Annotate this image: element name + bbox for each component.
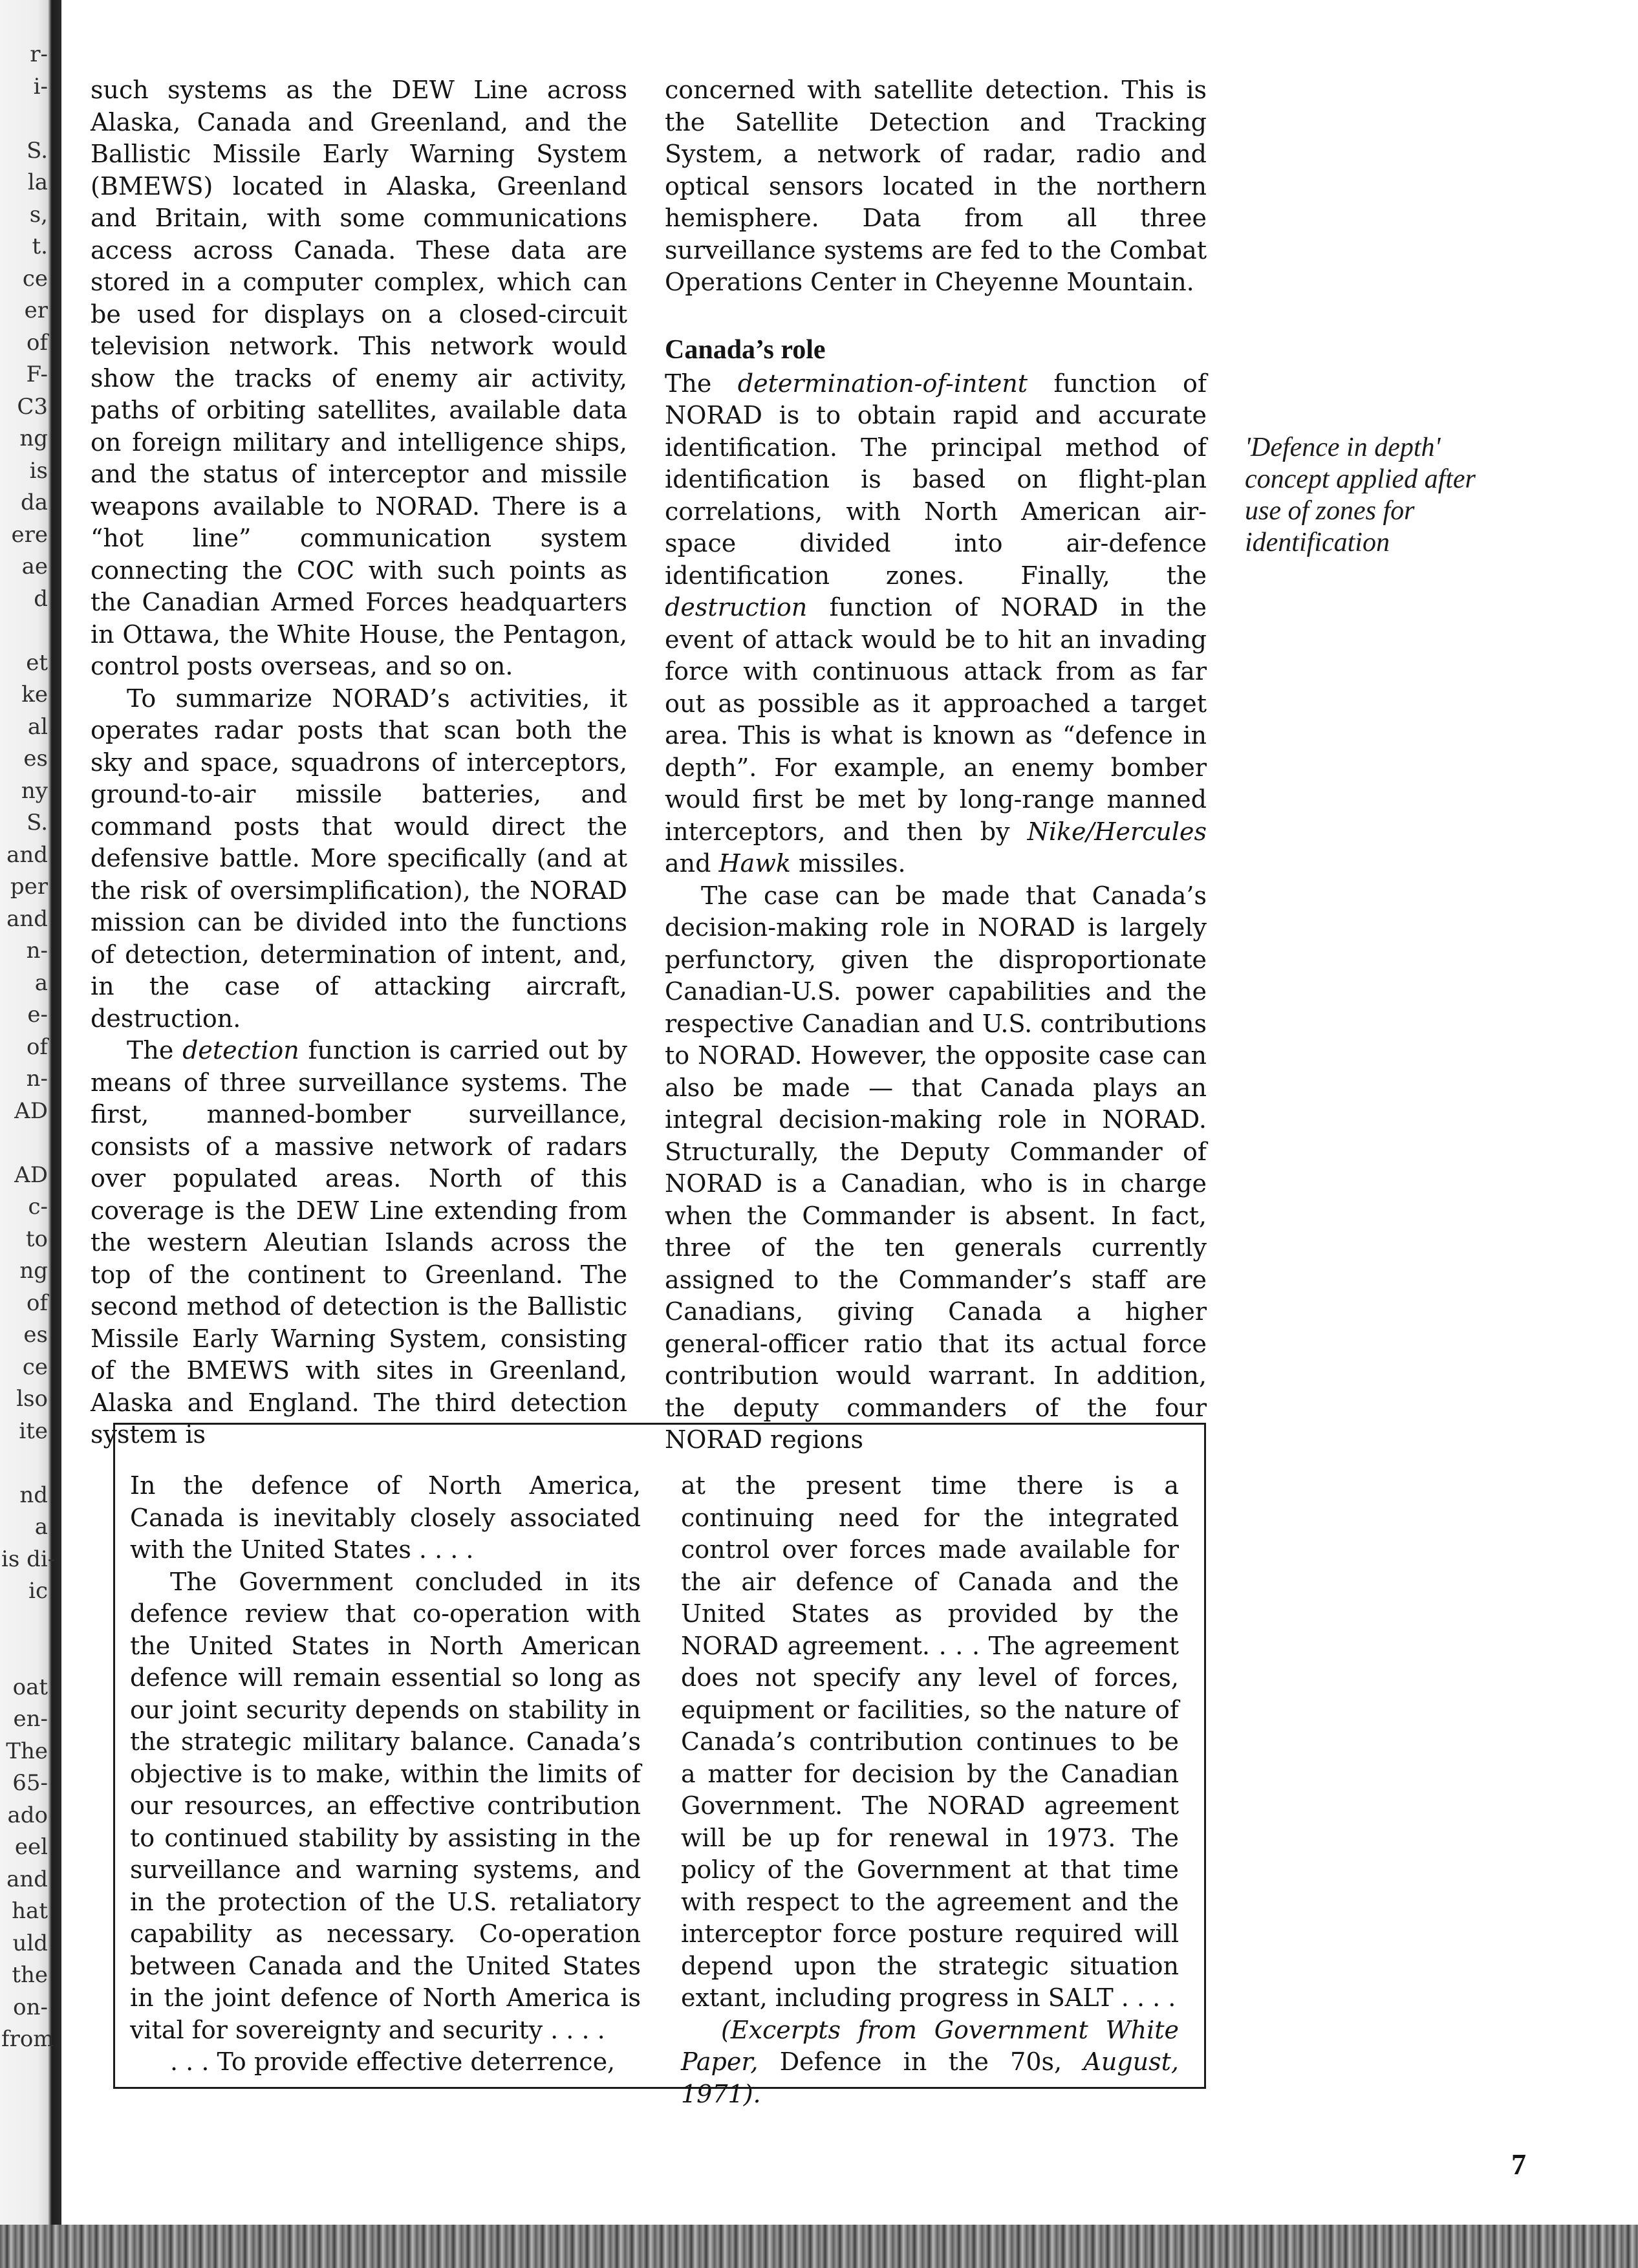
binding-fragment: al	[27, 713, 48, 740]
binding-fragment: la	[27, 169, 48, 195]
binding-fragment: and	[6, 905, 48, 932]
binding-fragment: es	[23, 746, 48, 772]
binding-fragment: ado	[7, 1802, 48, 1828]
binding-fragment: er	[24, 297, 48, 323]
excerpt-paragraph-4: at the present time there is a continuing need for the integrated control over forces made available for the air defence of Canada and the United States as provided by the NORAD agreement. . . . The agreement does not specify any level of forces, equipment or facilities, so the nature of Canada’s contribution continues to be a matter for decision by the Canadian Government. The NORAD agreement will be up for renewal in 1973. The policy of the Government at that time with respect to the agreement and the interceptor force posture required will depend upon the strategic situation extant, including progress in SALT . . . .	[681, 1471, 1179, 2012]
binding-fragment: a	[34, 1514, 48, 1540]
citation-date: August, 1971).	[681, 2047, 1179, 2108]
binding-fragment	[1, 1127, 48, 1160]
binding-fragment: en-	[13, 1706, 48, 1732]
binding-fragment: and	[6, 841, 48, 868]
binding-fragment	[1, 1608, 48, 1640]
excerpt-right-column	[681, 1470, 1179, 2110]
binding-fragment: et	[26, 649, 48, 676]
binding-fragment: da	[20, 490, 48, 515]
binding-fragment: s,	[29, 201, 48, 228]
text-run: function is carried out by means of three surveillance systems. The first, manned-bomber surveillance, consists of a massive network of radars over populated areas. North of this coverage is the DEW Line extending from the western Aleutian Islands across the top of the continent to Greenland. The second method of detection is the Ballistic Missile Early Warning System, consisting of the BMEWS with sites in Greenland, Alaska and England. The third detection system is	[91, 1036, 627, 1449]
binding-fragment: ce	[22, 265, 48, 292]
binding-fragment: eel	[14, 1834, 48, 1860]
binding-fragment: S.	[27, 137, 48, 164]
scan-edge-noise	[0, 2225, 1638, 2268]
right-paragraph-1	[665, 368, 1207, 880]
binding-fragment: from	[1, 2026, 54, 2052]
section-heading: Canada’s role	[665, 334, 826, 365]
binding-fragment: S.	[27, 810, 48, 836]
excerpt-left-column	[130, 1470, 641, 2079]
binding-fragment: to	[25, 1226, 48, 1252]
binding-fragment: i-	[33, 73, 48, 100]
text-run: function of NORAD is to obtain rapid and accurate identification. The principal method of identification is based on flight-plan correlations, with North American air-space divided into air-defence identification zones. Finally, the	[665, 369, 1207, 590]
text-run: The	[665, 369, 738, 398]
text-run: The	[127, 1036, 183, 1064]
binding-fragment: r-	[30, 41, 48, 67]
margin-note: 'Defence in depth' concept applied after use of zones for identification	[1245, 433, 1476, 557]
text-run: and	[665, 849, 719, 878]
binding-fragment: t.	[32, 233, 48, 259]
binding-fragment: c-	[28, 1194, 48, 1220]
binding-fragment: F-	[26, 362, 48, 387]
text-run: function of NORAD in the event of attack would be to hit an invading force with continuous attack from as far out as possible as it approached a target area. This is what is known as “defence in depth”. For example, an enemy bomber would first be met by long-range manned interceptors, and then by	[665, 593, 1207, 846]
emphasis-term: determination-of-intent	[737, 369, 1028, 398]
page-number: 7	[1511, 2148, 1526, 2181]
emphasis-term: Nike/Hercules	[1027, 817, 1207, 846]
binding-fragment: ng	[19, 426, 48, 451]
emphasis-term: Hawk	[718, 849, 791, 878]
emphasis-detection: detection	[182, 1036, 299, 1064]
citation-title: Defence in the 70s,	[758, 2047, 1084, 2076]
right-paragraph-2: The case can be made that Canada’s decision-making role in NORAD is largely perfunctory, given the disproportionate Canadian-U.S. power capabilities and the respective Canadian and U.S. contributions to NORAD. However, the opposite case can also be made — that Canada plays an integral decision-making role in NORAD. Structurally, the Deputy Commander of NORAD is a Canadian, who is in charge when the Commander is absent. In fact, three of the ten generals currently assigned to the Commander’s staff are Canadians, giving Canada a higher general-officer ratio that its actual force contribution would warrant. In addition, the deputy commanders of the four NORAD regions	[665, 881, 1207, 1454]
binding-fragment: on-	[13, 1994, 48, 2020]
adjacent-page-fragments	[1, 39, 56, 2056]
binding-fragment: n-	[26, 1066, 48, 1092]
white-paper-excerpt-box	[113, 1423, 1206, 2108]
binding-fragment: of	[26, 1290, 48, 1316]
binding-fragment: The	[6, 1738, 48, 1764]
binding-fragment: ere	[11, 521, 48, 548]
left-paragraph-2: To summarize NORAD’s activities, it operates radar posts that scan both the sky and space, squadrons of interceptors, ground-to-air missile batteries, and command posts that would direct the defensive battle. More specifically (and at the risk of oversimplification), the NORAD mission can be divided into the functions of detection, determination of intent, and, in the case of attacking aircraft, destruction.	[91, 684, 627, 1033]
binding-fragment: and	[6, 1866, 48, 1892]
binding-fragment	[1, 1639, 48, 1672]
left-column	[91, 74, 627, 1451]
excerpt-citation	[681, 2014, 1179, 2111]
binding-fragment: nd	[19, 1482, 48, 1508]
binding-fragment: hat	[12, 1898, 48, 1924]
citation-italic: (Excerpts from Government White Paper,	[681, 2015, 1179, 2076]
binding-fragment: is	[29, 457, 48, 484]
binding-fragment: AD	[14, 1161, 48, 1188]
right-column	[665, 74, 1207, 1456]
binding-fragment: the	[12, 1962, 48, 1988]
binding-fragment: e-	[27, 1002, 48, 1028]
emphasis-term: destruction	[665, 593, 808, 621]
binding-fragment: d	[34, 585, 48, 612]
binding-fragment: of	[26, 329, 48, 356]
binding-fragment	[1, 1447, 48, 1480]
excerpt-paragraph-2: The Government concluded in its defence review that co-operation with the United States in North American defence will remain essential so long as our joint security depends on stability in the strategic military balance. Canada’s objective is to make, within the limits of our resources, an effective contribution to continued stability by assisting in the surveillance and warning systems, and in the protection of the U.S. retaliatory capability as necessary. Co-operation between Canada and the United States in the joint defence of North America is vital for sovereignty and security . . . .	[130, 1567, 641, 2044]
binding-fragment	[1, 103, 48, 135]
binding-fragment: es	[23, 1322, 48, 1348]
text-run: missiles.	[790, 849, 906, 878]
binding-fragment: ite	[19, 1418, 48, 1444]
binding-fragment: ic	[28, 1578, 48, 1604]
left-paragraph-1: such systems as the DEW Line across Alaska, Canada and Greenland, and the Ballistic Missile Early Warning System (BMEWS) located in Alaska, Greenland and Britain, with some communications access across Canada. These data are stored in a computer complex, which can be used for displays on a closed-circuit television network. This network would show the tracks of enemy air activity, paths of orbiting satellites, available data on foreign military and intelligence ships, and the status of interceptor and missile weapons available to NORAD. There is a “hot line” communication system connecting the COC with such points as the Canadian Armed Forces headquarters in Ottawa, the White House, the Pentagon, control posts overseas, and so on.	[91, 76, 627, 680]
excerpt-paragraph-3: . . . To provide effective deterrence,	[170, 2047, 616, 2076]
binding-fragment: AD	[14, 1097, 48, 1124]
binding-fragment: ce	[22, 1354, 48, 1380]
binding-fragment: ke	[21, 682, 48, 707]
binding-fragment: n-	[26, 938, 48, 964]
binding-fragment: is di-	[1, 1546, 56, 1572]
excerpt-paragraph-1: In the defence of North America, Canada is inevitably closely associated with the United States . . . .	[130, 1471, 641, 1564]
binding-fragment: of	[26, 1033, 48, 1060]
binding-fragment: C3	[17, 393, 48, 420]
binding-fragment: uld	[12, 1930, 48, 1956]
left-paragraph-3	[91, 1035, 627, 1451]
binding-fragment: ng	[19, 1258, 48, 1284]
binding-fragment: ae	[21, 554, 48, 579]
binding-fragment: oat	[12, 1674, 48, 1700]
binding-fragment	[1, 615, 48, 647]
binding-fragment: per	[10, 874, 48, 900]
right-paragraph-intro: concerned with satellite detection. This is the Satellite Detection and Tracking System, a network of radar, radio and optical sensors located in the northern hemisphere. Data from all three surveillance systems are fed to the Combat Operations Center in Cheyenne Mountain.	[665, 76, 1207, 296]
binding-fragment: 65-	[12, 1770, 48, 1796]
binding-fragment: a	[34, 969, 48, 996]
binding-fragment: ny	[21, 777, 48, 804]
binding-fragment: lso	[16, 1386, 48, 1412]
